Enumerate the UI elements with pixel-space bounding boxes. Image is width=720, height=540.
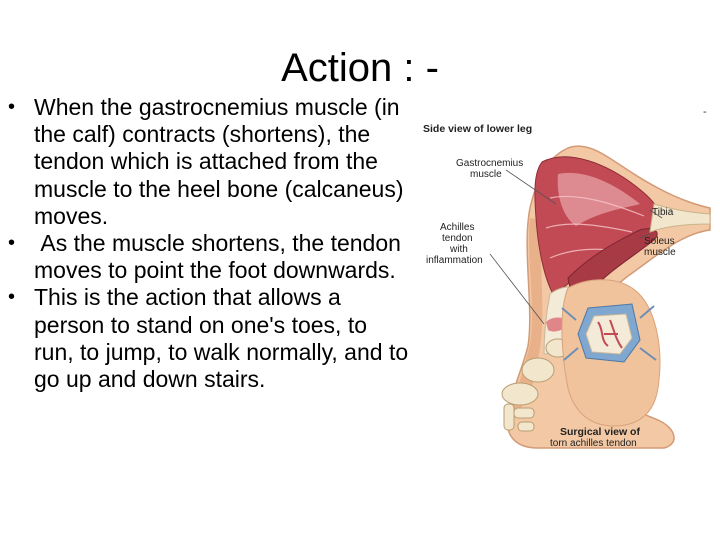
bullet-marker: •	[8, 232, 16, 255]
corner-mark: -	[703, 106, 707, 118]
figure-header: Side view of lower leg	[423, 123, 533, 135]
lower-leg-illustration	[418, 108, 714, 454]
bullet-item	[8, 284, 413, 393]
bullet-list	[8, 94, 413, 393]
bullet-item	[8, 94, 413, 230]
label-surgical-line2: torn achilles tendon	[550, 438, 637, 449]
bullet-text: This is the action that allows a person to stand on one's toes, to run, to jump, to walk normally, and to go up and down stairs.	[34, 284, 409, 393]
label-surgical-line1: Surgical view of	[560, 426, 640, 438]
label-achilles-line1: Achilles	[440, 222, 475, 233]
bullet-marker: •	[8, 286, 16, 309]
leg-anatomy-drawing	[418, 108, 714, 454]
bullet-item	[8, 230, 413, 284]
label-achilles-line4: inflammation	[426, 255, 483, 266]
label-gastrocnemius-line2: muscle	[470, 169, 502, 180]
bullet-text: As the muscle shortens, the tendon moves to point the foot downwards.	[34, 230, 408, 284]
bullet-marker: •	[8, 96, 16, 118]
label-tibia: Tibia	[652, 207, 674, 218]
label-gastrocnemius-line1: Gastrocnemius	[456, 158, 524, 169]
slide-title: Action : -	[281, 46, 439, 90]
label-soleus-line2: muscle	[644, 247, 676, 258]
bullet-text: When the gastrocnemius muscle (in the calf) contracts (shortens), the tendon which is attached from the muscle to the heel bone (calcaneus) moves.	[34, 94, 404, 229]
label-achilles-line2: tendon	[442, 233, 473, 244]
label-achilles-line3: with	[450, 244, 468, 255]
label-soleus-line1: Soleus	[644, 236, 675, 247]
